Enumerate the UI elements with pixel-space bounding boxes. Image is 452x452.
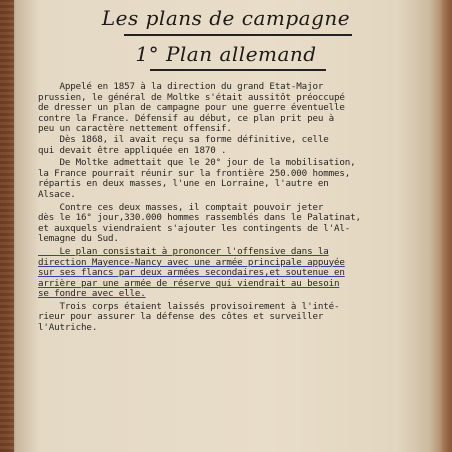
document-title: Les plans de campagne [101,6,351,30]
text-line: sur ses flancs par deux armées secondaires,et soutenue en [38,267,345,279]
text-line: direction Mayence-Nancy avec une armée principale appuyée [38,256,345,268]
text-line: Alsace. [38,188,76,200]
paragraph [38,247,424,300]
text-line: Trois corps étaient laissés provisoirement à l'inté- [38,300,340,312]
title-underline [124,34,352,36]
text-line: dès le 16° jour,330.000 hommes rassemblés dans le Palatinat, [38,212,361,224]
text-line: Le plan consistait à prononcer l'offensive dans la [38,245,329,257]
text-line: rieur pour assurer la défense des côtes et surveiller [38,311,324,323]
text-line: prussien, le général de Moltke s'était aussitôt préoccupé [38,91,345,103]
text-line: contre la France. Défensif au début, ce plan prit peu à [38,112,334,124]
body-text [38,82,424,334]
text-line: Dès 1868, il avait reçu sa forme définitive, celle [38,133,329,145]
text-line: peu un caractère nettement offensif. [38,123,232,135]
text-line: De Moltke admettait que le 20° jour de la mobilisation, [38,157,356,169]
text-line: et auxquels viendraient s'ajouter les contingents de l'Al- [38,222,351,234]
text-line: qui devait être appliquée en 1870 . [38,144,227,156]
text-line: Contre ces deux masses, il comptait pouvoir jeter [38,201,324,213]
text-line: se fondre avec elle. [38,288,146,300]
text-line: l'Autriche. [38,322,98,334]
text-line: de dresser un plan de campagne pour une guerre éventuelle [38,102,345,114]
paragraph [38,203,424,245]
section-underline [150,69,326,71]
book-binding [0,0,14,452]
text-line: répartis en deux masses, l'une en Lorraine, l'autre en [38,178,329,190]
text-line: lemagne du Sud. [38,233,119,245]
text-line: la France pourrait réunir sur la frontière 250.000 hommes, [38,167,351,179]
text-line: arrière par une armée de réserve qui viendrait au besoin [38,277,340,289]
paragraph [38,82,424,156]
section-title: 1° Plan allemand [135,42,317,66]
paragraph [38,158,424,200]
paragraph [38,302,424,334]
text-line: Appelé en 1857 à la direction du grand Etat-Major [38,81,324,92]
page-edge [440,0,452,452]
